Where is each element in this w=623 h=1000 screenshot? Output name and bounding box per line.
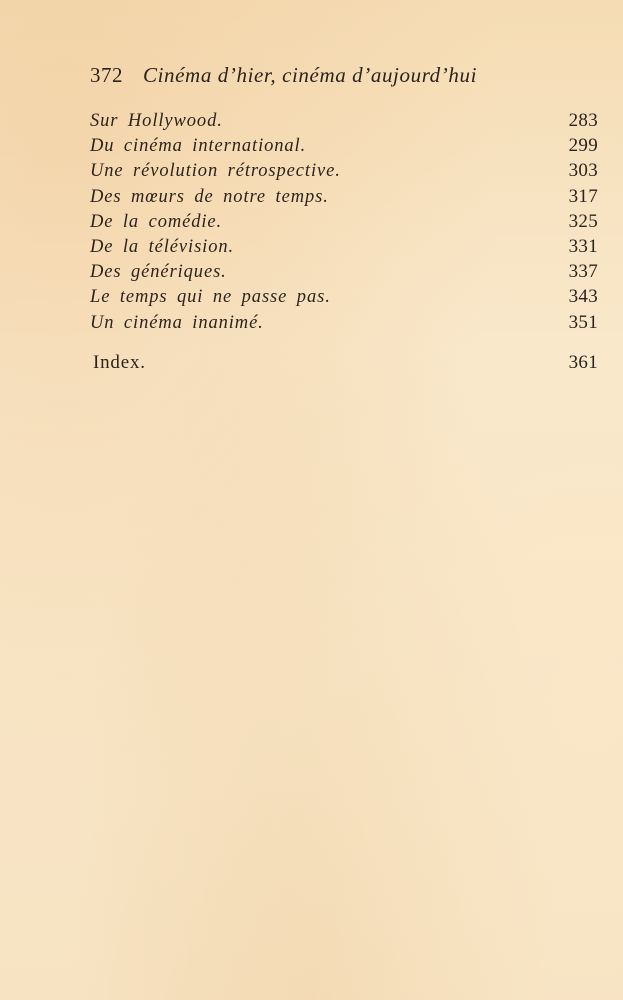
toc-entry-page: 337 [568, 261, 598, 283]
running-title: Cinéma d’hier, cinéma d’aujourd’hui [143, 63, 478, 87]
toc-entry [90, 184, 598, 209]
toc-entry-page: 299 [568, 135, 598, 157]
index-label: Index. [93, 352, 146, 373]
toc-entry-title: Un cinéma inanimé. [90, 312, 264, 333]
toc-entry-page: 331 [568, 235, 598, 257]
toc-entry-title: Le temps qui ne passe pas. [90, 287, 331, 308]
toc-entry-page: 317 [568, 185, 598, 207]
toc-entry-page: 303 [568, 160, 598, 182]
toc-entry-title: Une révolution rétrospective. [90, 161, 341, 182]
toc-entry-page: 351 [568, 311, 598, 333]
toc-entry [90, 259, 598, 284]
index-entry [90, 350, 598, 376]
toc-entry-page: 325 [568, 210, 598, 232]
toc-entry-page: 283 [568, 110, 598, 131]
page-number: 372 [90, 63, 123, 87]
toc-entry [90, 158, 598, 183]
toc-entry-title: Sur Hollywood. [90, 111, 223, 131]
toc-entry-page: 343 [568, 286, 598, 308]
toc-entry-title: Des mœurs de notre temps. [90, 186, 329, 207]
toc-entry [90, 209, 598, 234]
index-page: 361 [568, 352, 598, 373]
toc-entry [90, 108, 598, 133]
toc-entry-title: De la comédie. [90, 211, 223, 232]
toc-entry-title: Des génériques. [90, 262, 227, 283]
page-header [90, 63, 530, 93]
toc-entry-title: Du cinéma international. [90, 136, 307, 157]
table-of-contents [90, 108, 598, 335]
toc-entry [90, 284, 598, 309]
toc-entry [90, 133, 598, 158]
toc-entry [90, 310, 598, 335]
toc-entry [90, 234, 598, 259]
toc-entry-title: De la télévision. [90, 236, 235, 257]
